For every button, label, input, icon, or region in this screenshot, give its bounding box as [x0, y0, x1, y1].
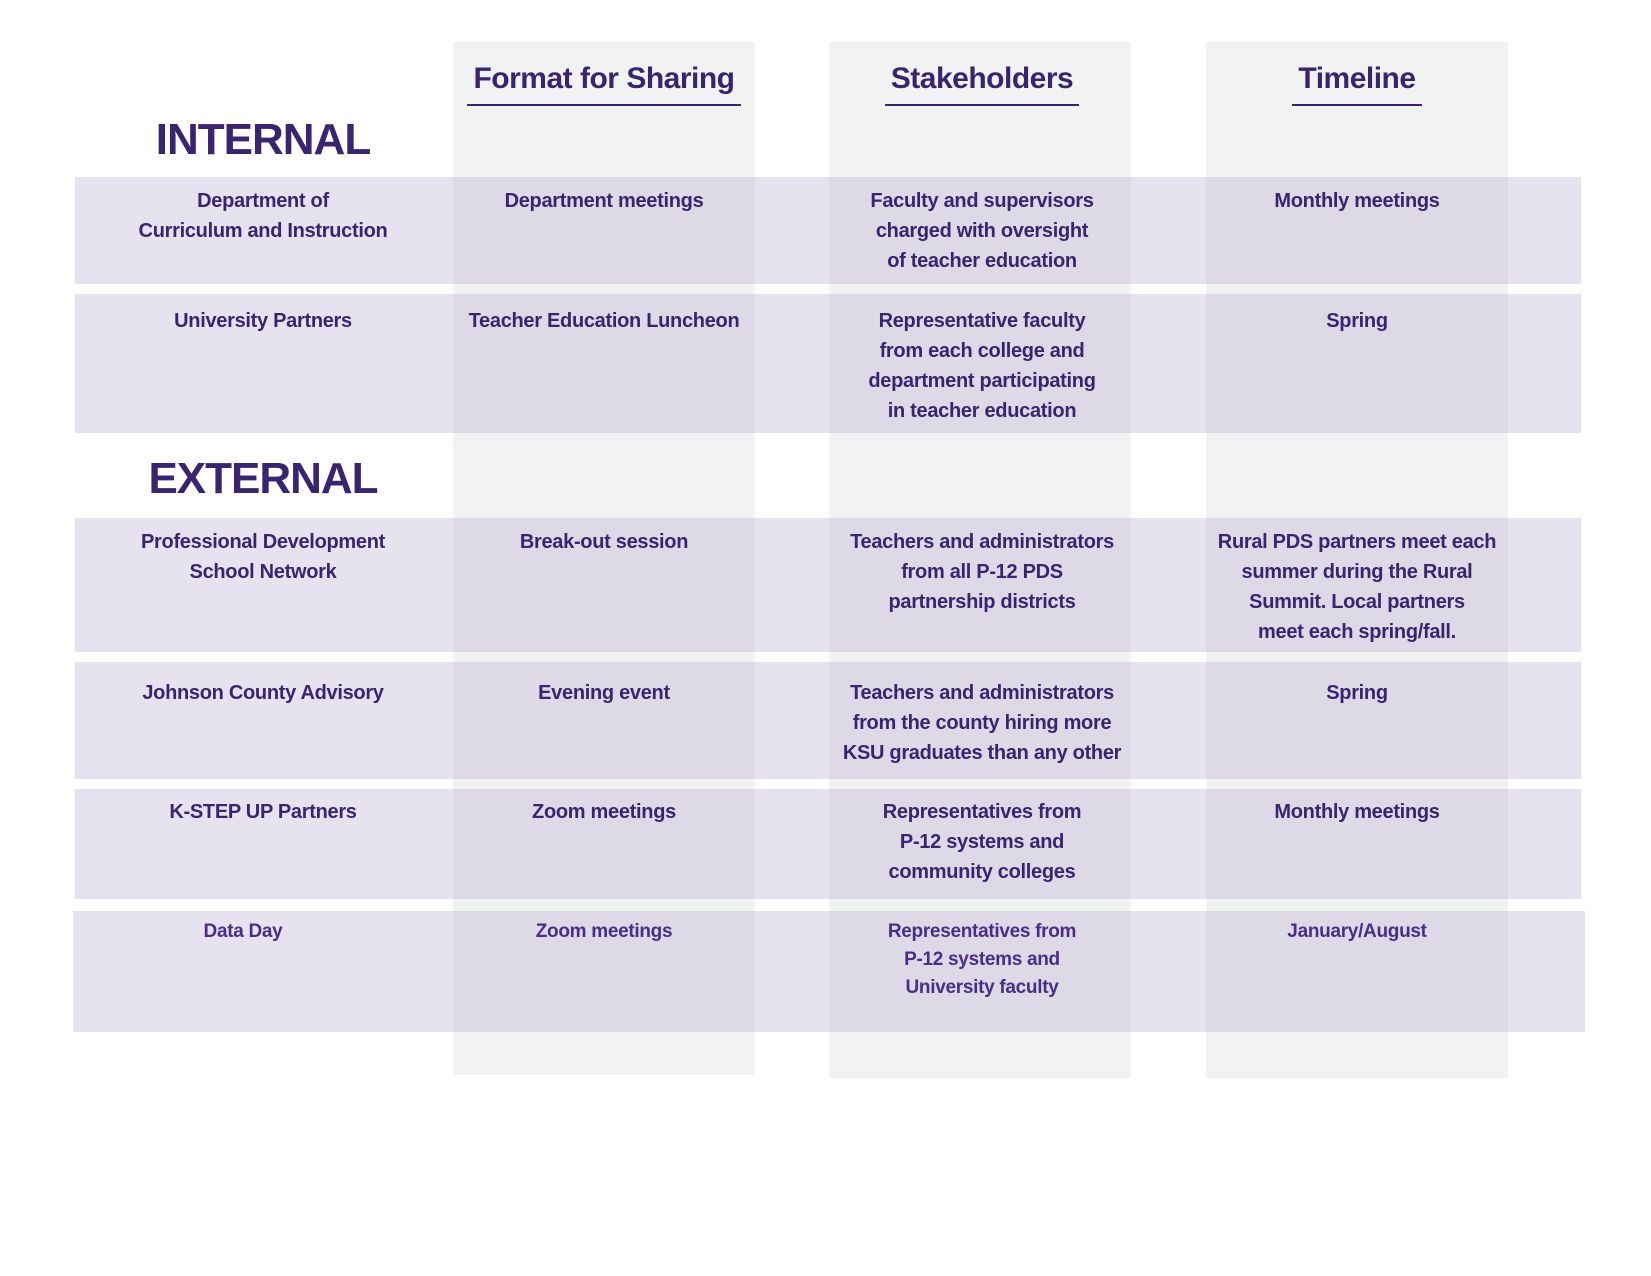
row-name: Data Day — [203, 921, 283, 942]
row-stakeholders: Representatives from P-12 systems and community colleges — [882, 801, 1082, 883]
section-external: EXTERNAL — [148, 454, 378, 503]
row-timeline: Spring — [1326, 682, 1388, 704]
header-format — [453, 62, 755, 118]
row-format: Department meetings — [504, 190, 704, 212]
row-format: Zoom meetings — [532, 801, 676, 823]
row-timeline: Monthly meetings — [1274, 190, 1440, 212]
row-timeline: Spring — [1326, 310, 1388, 332]
row-stakeholders: Teachers and administrators from the county hiring more KSU graduates than any other — [842, 682, 1122, 764]
row-stakeholders: Faculty and supervisors charged with oversight of teacher education — [870, 190, 1094, 272]
row-stakeholders: Teachers and administrators from all P-12 PDS partnership districts — [850, 531, 1114, 613]
row-timeline: Rural PDS partners meet each summer during the Rural Summit. Local partners meet each spring/fall. — [1217, 531, 1497, 643]
header-stakeholders-label: Stakeholders — [885, 62, 1079, 106]
row-name: Professional Development School Network — [141, 531, 385, 583]
row-name: Johnson County Advisory — [142, 682, 384, 704]
row-name: University Partners — [174, 310, 352, 332]
row-stakeholders: Representatives from P-12 systems and University faculty — [887, 921, 1077, 998]
header-timeline-label: Timeline — [1292, 62, 1421, 106]
header-format-label: Format for Sharing — [467, 62, 740, 106]
row-timeline: Monthly meetings — [1274, 801, 1440, 823]
row-name: Department of Curriculum and Instruction — [138, 190, 388, 242]
row-format: Zoom meetings — [535, 921, 673, 942]
header-timeline — [1199, 62, 1515, 118]
row-timeline: January/August — [1287, 921, 1427, 942]
row-name: K-STEP UP Partners — [169, 801, 357, 823]
header-stakeholders — [822, 62, 1142, 118]
section-internal: INTERNAL — [155, 115, 371, 164]
row-format: Teacher Education Luncheon — [468, 310, 740, 332]
row-format: Break-out session — [519, 531, 689, 553]
row-format: Evening event — [538, 682, 670, 704]
row-stakeholders: Representative faculty from each college and department participating in teacher education — [868, 310, 1096, 422]
